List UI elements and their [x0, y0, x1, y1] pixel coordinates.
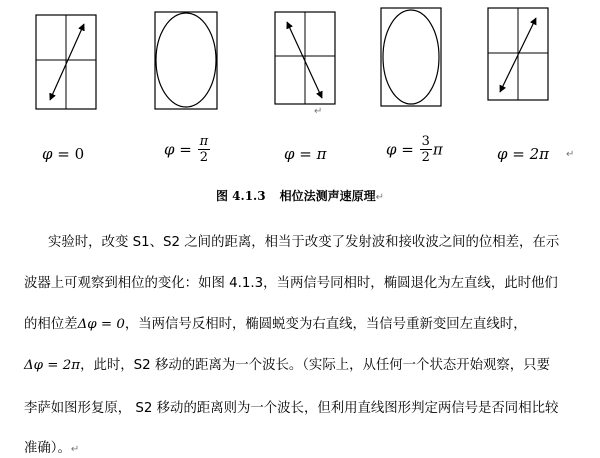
panel-phase-3pi-half	[381, 8, 441, 106]
return-mark: ↵	[70, 444, 80, 455]
panel-phase-2pi	[488, 8, 548, 100]
return-mark: ↵	[314, 106, 323, 117]
phase-label-pi-half: φ = $\frac{\pi}{2}$	[164, 134, 209, 165]
math-delta-phi-0: Δφ = 0	[77, 317, 125, 332]
panel-phase-pi	[275, 12, 335, 104]
phase-label-2pi: φ = 2π	[497, 145, 550, 163]
paragraph-line-2: 波器上可观察到相位的变化：如图 4.1.3，当两信号同相时，椭圆退化为左直线，此时他们	[24, 276, 558, 291]
panel-phase-pi-half	[155, 12, 217, 109]
phase-label-0: φ = 0	[42, 145, 85, 163]
figure-title: 相位法测声速原理	[279, 189, 376, 203]
return-mark: ↵	[566, 149, 575, 160]
phase-label-pi: φ = π	[284, 145, 327, 163]
math-delta-phi-2pi: Δφ = 2π	[24, 358, 81, 373]
figure-number: 图 4.1.3	[216, 189, 266, 203]
paragraph-line-1: 实验时，改变 S1、S2 之间的距离，相当于改变了发射波和接收波之间的位相差，在示	[48, 235, 560, 250]
trace-ellipse	[383, 10, 439, 104]
trace-ellipse	[156, 13, 216, 107]
panel-phase-0	[36, 15, 96, 109]
paragraph-line-5: 李萨如图形复原， S2 移动的距离则为一个波长，但利用直线图形判定两信号是否同相比较	[24, 401, 559, 416]
figure-caption	[0, 187, 600, 204]
phase-label-3pi-half: φ = $\frac{3}{2}$ π	[386, 134, 443, 165]
paragraph-line-6: 准确）。↵	[24, 441, 80, 456]
paragraph-line-4: Δφ = 2π，此时，S2 移动的距离为一个波长。（实际上，从任何一个状态开始观察，只要	[24, 358, 550, 373]
trace-left-line	[50, 24, 84, 100]
return-mark: ↵	[375, 192, 384, 203]
paragraph-line-3: 的相位差Δφ = 0，当两信号反相时，椭圆蜕变为右直线，当信号重新变回左直线时，	[24, 317, 527, 332]
